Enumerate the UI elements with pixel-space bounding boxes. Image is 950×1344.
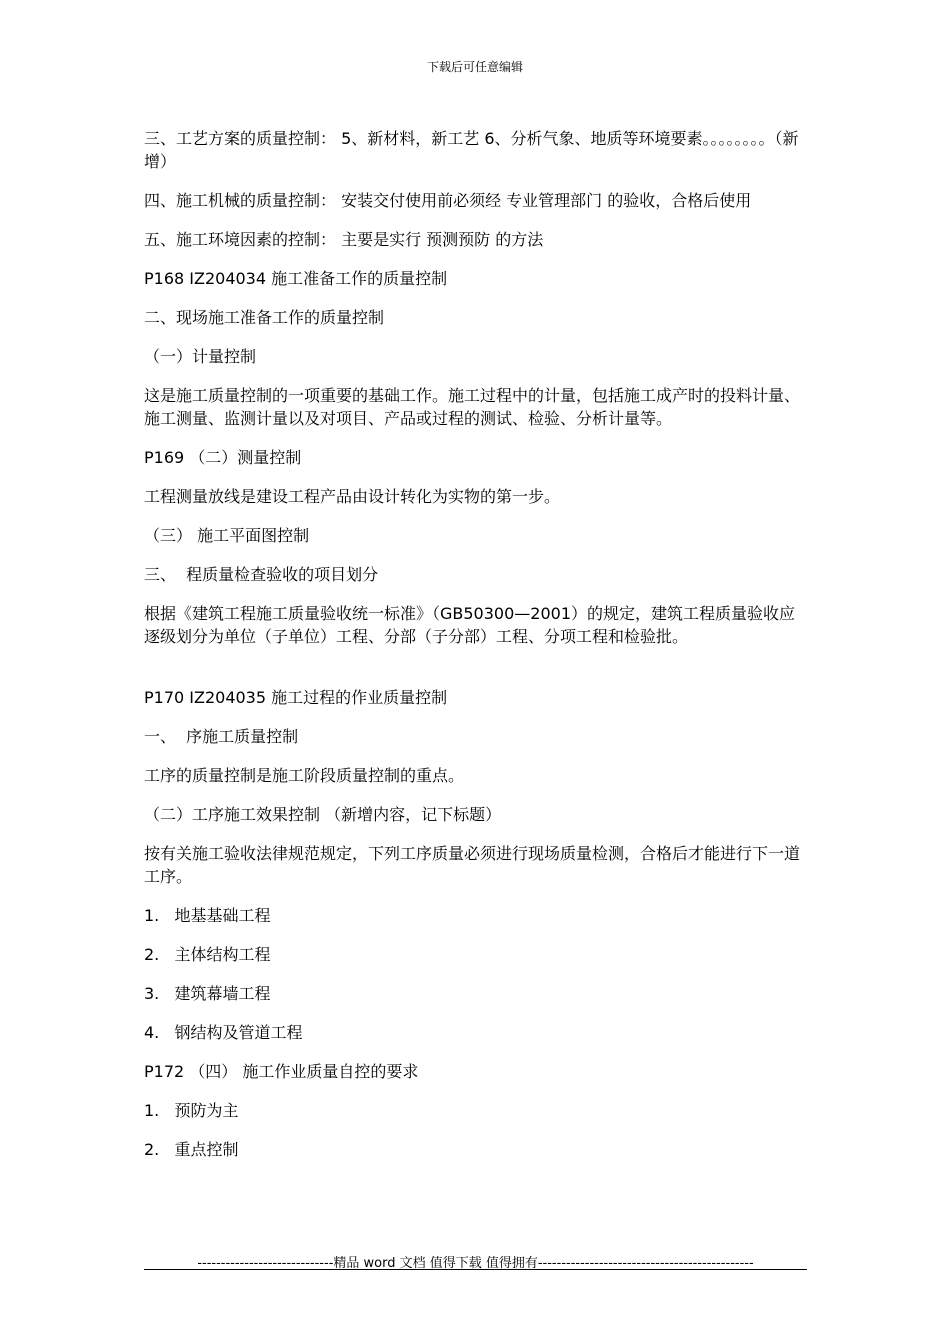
subheading-site-preparation: 二、现场施工准备工作的质量控制 [144,308,385,327]
footer-divider [144,1269,807,1270]
list-item-main-structure: 2. 主体结构工程 [144,945,271,964]
page-header-note: 下载后可任意编辑 [426,60,523,74]
paragraph-machinery-quality: 四、施工机械的质量控制： 安装交付使用前必须经 专业管理部门 的验收，合格后使用 [144,191,752,210]
paragraph-environment-control: 五、施工环境因素的控制： 主要是实行 预测预防 的方法 [144,230,544,249]
section-heading-p170: P170 IZ204035 施工过程的作业质量控制 [144,688,448,707]
paragraph-process-plan-quality: 三、工艺方案的质量控制： 5、新材料，新工艺 6、分析气象、地质等环境要素。。。。。。。。（新增） [144,129,799,171]
document-body [144,127,809,1177]
subheading-process-quality: 一、 序施工质量控制 [144,727,299,746]
list-item-prevention: 1. 预防为主 [144,1101,239,1120]
subheading-acceptance-division: 三、 程质量检查验收的项目划分 [144,565,379,584]
paragraph-process-focus: 工序的质量控制是施工阶段质量控制的重点。 [144,766,465,785]
subheading-process-effect-control: （二）工序施工效果控制 （新增内容，记下标题） [144,805,502,824]
section-heading-p168: P168 IZ204034 施工准备工作的质量控制 [144,269,448,288]
list-item-steel-pipeline: 4. 钢结构及管道工程 [144,1023,303,1042]
list-item-curtain-wall: 3. 建筑幕墙工程 [144,984,271,1003]
subheading-p172-self-control: P172 （四） 施工作业质量自控的要求 [144,1062,419,1081]
list-item-foundation: 1. 地基基础工程 [144,906,271,925]
page-footer-text: -----------------------------精品 word 文档 值得下载 值得拥有---------------------------------------------- [197,1256,754,1271]
list-item-key-control: 2. 重点控制 [144,1140,239,1159]
subheading-p169-survey-control: P169 （二）测量控制 [144,448,302,467]
paragraph-field-inspection: 按有关施工验收法律规范规定，下列工序质量必须进行现场质量检测，合格后才能进行下一道工序。 [144,844,801,886]
paragraph-metering-description: 这是施工质量控制的一项重要的基础工作。施工过程中的计量，包括施工成产时的投料计量、施工测量、监测计量以及对项目、产品或过程的测试、检验、分析计量等。 [144,386,801,428]
paragraph-acceptance-standard: 根据《建筑工程施工质量验收统一标准》（GB50300—2001）的规定，建筑工程质量验收应逐级划分为单位（子单位）工程、分部（子分部）工程、分项工程和检验批。 [144,604,795,646]
subheading-metering-control: （一）计量控制 [144,347,257,366]
subheading-site-plan-control: （三） 施工平面图控制 [144,526,310,545]
paragraph-survey-description: 工程测量放线是建设工程产品由设计转化为实物的第一步。 [144,487,561,506]
